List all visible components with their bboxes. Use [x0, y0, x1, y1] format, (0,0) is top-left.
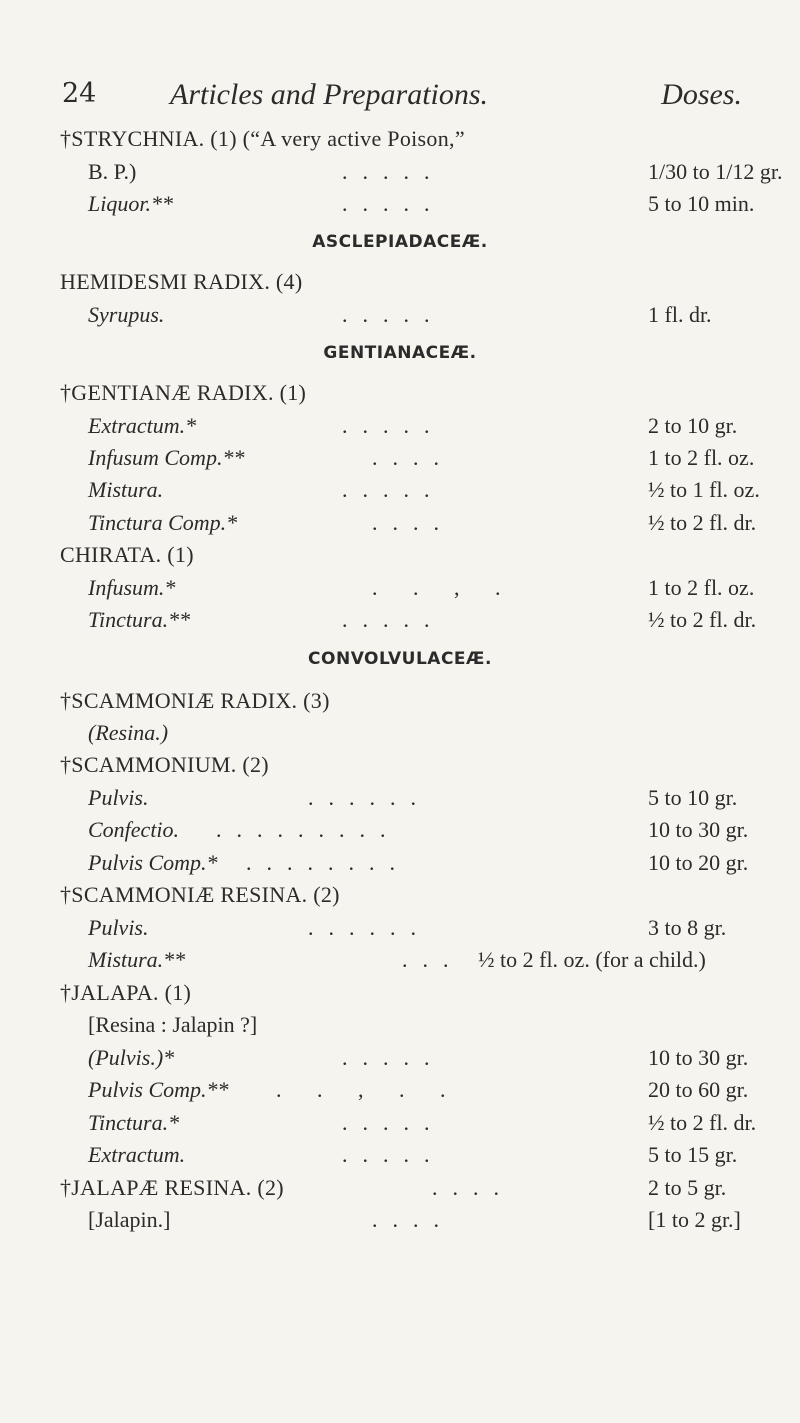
page-number: 24	[62, 78, 97, 109]
entry-name: Pulvis Comp.*	[88, 850, 218, 875]
entry-resina-note	[0, 716, 800, 750]
entry-name: Extractum.	[88, 1142, 186, 1167]
leader-dots: ........	[246, 850, 410, 875]
entry-infusum-comp	[0, 441, 800, 475]
entry-name: Extractum.*	[88, 413, 197, 438]
leader-dots: .....	[342, 1045, 445, 1070]
leader-dots: .....	[342, 1110, 445, 1135]
entry-name: Tinctura Comp.*	[88, 510, 238, 535]
entry-resina-pulvis	[0, 911, 800, 945]
entry-name: (Resina.)	[88, 720, 169, 745]
entry-dose: 2 to 10 gr.	[648, 413, 738, 438]
entry-dose: 5 to 10 gr.	[648, 785, 738, 810]
entry-dose: ½ to 2 fl. dr.	[648, 510, 757, 535]
entry-name: Mistura.**	[88, 947, 186, 972]
entry-name: †GENTIANÆ RADIX. (1)	[60, 380, 307, 405]
entry-syrupus	[0, 298, 800, 332]
leader-dots: .....	[342, 159, 445, 184]
entry-resina-mistura	[0, 943, 800, 977]
entry-jalapa-extractum	[0, 1138, 800, 1172]
section-heading: CONVOLVULACEÆ.	[308, 649, 492, 669]
entry-dose: [1 to 2 gr.]	[648, 1207, 741, 1232]
entry-strychnia-cont	[0, 155, 800, 189]
entry-name: Syrupus.	[88, 302, 165, 327]
running-header	[62, 78, 742, 118]
entry-jalapin	[0, 1203, 800, 1237]
entry-name: HEMIDESMI RADIX. (4)	[60, 269, 303, 294]
leader-dots: .....	[342, 477, 445, 502]
entry-jalapa	[0, 976, 800, 1010]
leader-dots: ...	[402, 947, 464, 972]
entry-name: †JALAPA. (1)	[60, 980, 192, 1005]
entry-dose: 1/30 to 1/12 gr.	[648, 159, 783, 184]
leader-dots: .....	[342, 302, 445, 327]
entry-dose: ½ to 2 fl. oz. (for a child.)	[478, 947, 706, 972]
section-heading: ASCLEPIADACEÆ.	[312, 232, 488, 252]
entry-name: [Resina : Jalapin ?]	[88, 1012, 258, 1037]
leader-dots: . . , .	[372, 575, 516, 600]
leader-dots: .....	[342, 1142, 445, 1167]
leader-dots: ......	[308, 785, 431, 810]
entry-name: Liquor.**	[88, 191, 173, 216]
entry-mistura	[0, 473, 800, 507]
entry-scammonium-pulvis	[0, 781, 800, 815]
entry-scammoniae-resina	[0, 878, 800, 912]
entry-jalapa-pulvis	[0, 1041, 800, 1075]
leader-dots: .....	[342, 413, 445, 438]
entry-dose: 10 to 30 gr.	[648, 817, 749, 842]
entry-scammonium-pulvis-comp	[0, 846, 800, 880]
entry-dose: 1 fl. dr.	[648, 302, 712, 327]
entry-name: Confectio.	[88, 817, 180, 842]
entry-name: †JALAPÆ RESINA. (2)	[60, 1175, 284, 1200]
entry-jalapae-resina	[0, 1171, 800, 1205]
entry-name: †SCAMMONIUM. (2)	[60, 752, 269, 777]
entry-name: Tinctura.**	[88, 607, 191, 632]
entry-dose: 5 to 15 gr.	[648, 1142, 738, 1167]
entry-chirata-tinctura	[0, 603, 800, 637]
entry-dose: 10 to 30 gr.	[648, 1045, 749, 1070]
section-heading: GENTIANACEÆ.	[323, 343, 477, 363]
entry-name: B. P.)	[88, 159, 137, 184]
entry-name: Infusum Comp.**	[88, 445, 245, 470]
entry-jalapa-pulvis-comp	[0, 1073, 800, 1107]
entry-jalapa-tinctura	[0, 1106, 800, 1140]
entry-name: †SCAMMONIÆ RADIX. (3)	[60, 688, 330, 713]
entry-name: Mistura.	[88, 477, 164, 502]
entry-name: CHIRATA. (1)	[60, 542, 194, 567]
entry-scammoniae-radix	[0, 684, 800, 718]
entry-dose: 3 to 8 gr.	[648, 915, 727, 940]
entry-tinctura-comp	[0, 506, 800, 540]
leader-dots: ......	[308, 915, 431, 940]
entry-scammonium-confectio	[0, 813, 800, 847]
entry-gentianae	[0, 376, 800, 410]
entry-scammonium	[0, 748, 800, 782]
entry-dose: 20 to 60 gr.	[648, 1077, 749, 1102]
entry-extractum	[0, 409, 800, 443]
entry-dose: ½ to 1 fl. oz.	[648, 477, 760, 502]
entry-name: [Jalapin.]	[88, 1207, 171, 1232]
entry-name: Pulvis.	[88, 785, 149, 810]
leader-dots: ....	[432, 1175, 514, 1200]
entry-name: †SCAMMONIÆ RESINA. (2)	[60, 882, 340, 907]
entry-chirata	[0, 538, 800, 572]
entry-dose: 1 to 2 fl. oz.	[648, 575, 755, 600]
entry-dose: 10 to 20 gr.	[648, 850, 749, 875]
leader-dots: .....	[342, 607, 445, 632]
entry-dose: ½ to 2 fl. dr.	[648, 1110, 757, 1135]
entry-name: Infusum.*	[88, 575, 176, 600]
entry-name: Tinctura.*	[88, 1110, 180, 1135]
entry-liquor	[0, 187, 800, 221]
page-title: Articles and Preparations.	[170, 78, 489, 111]
entry-jalapin-note	[0, 1008, 800, 1042]
entry-dose: 5 to 10 min.	[648, 191, 755, 216]
doses-column-heading: Doses.	[661, 78, 742, 111]
leader-dots: ....	[372, 510, 454, 535]
leader-dots: . . , . .	[276, 1077, 461, 1102]
entry-name: Pulvis Comp.**	[88, 1077, 229, 1102]
entry-name: †STRYCHNIA. (1) (“A very active Poison,”	[60, 126, 465, 151]
leader-dots: ....	[372, 1207, 454, 1232]
entry-dose: 2 to 5 gr.	[648, 1175, 727, 1200]
entry-hemidesmi	[0, 265, 800, 299]
leader-dots: ....	[372, 445, 454, 470]
entry-name: (Pulvis.)*	[88, 1045, 175, 1070]
leader-dots: .....	[342, 191, 445, 216]
leader-dots: .........	[216, 817, 401, 842]
entry-dose: ½ to 2 fl. dr.	[648, 607, 757, 632]
entry-strychnia	[0, 122, 800, 156]
entry-dose: 1 to 2 fl. oz.	[648, 445, 755, 470]
entry-chirata-infusum	[0, 571, 800, 605]
entry-name: Pulvis.	[88, 915, 149, 940]
